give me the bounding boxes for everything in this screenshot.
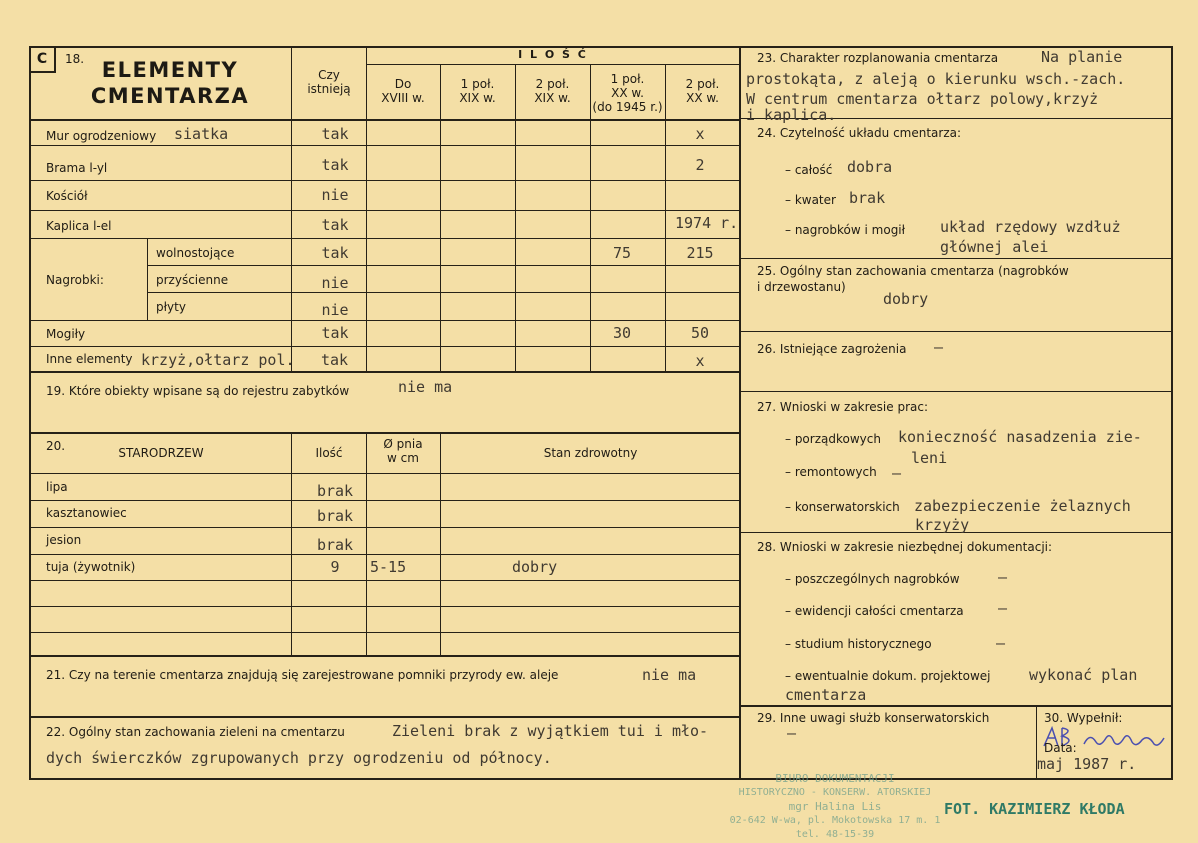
s28-i4-label: – ewentualnie dokum. projektowej bbox=[785, 669, 991, 683]
stamp-line4: 02-642 W-wa, pl. Mokotowska 17 m. 1 bbox=[729, 815, 941, 826]
exists-wolno: tak bbox=[321, 244, 349, 262]
s27-porz-label: – porządkowych bbox=[785, 432, 881, 446]
row-label-wolno: wolnostojące bbox=[156, 246, 235, 260]
p4-wolno: 75 bbox=[612, 244, 632, 262]
tree-qty: brak bbox=[316, 536, 354, 554]
s29-label: 29. Inne uwagi służb konserwatorskich bbox=[757, 711, 990, 725]
p5-inne: x bbox=[695, 352, 705, 370]
s23-label: 23. Charakter rozplanowania cmentarza bbox=[757, 51, 999, 65]
s30-date-label: Data: bbox=[1044, 741, 1077, 755]
period-header-3 bbox=[515, 77, 590, 105]
row-label-brama: Brama l-yl bbox=[46, 161, 108, 175]
p5-wolno: 215 bbox=[686, 244, 714, 262]
row-label-mogily: Mogiły bbox=[46, 327, 86, 341]
tree-diam: 5-15 bbox=[370, 558, 407, 576]
s26-label: 26. Istniejące zagrożenia bbox=[757, 342, 907, 356]
s19-label: 19. Które obiekty wpisane są do rejestru zabytków bbox=[46, 384, 350, 398]
period-2-l1: 1 poł. bbox=[460, 77, 495, 91]
section-letter: C bbox=[36, 51, 48, 67]
exists-kaplica: tak bbox=[321, 216, 349, 234]
tree-name: lipa bbox=[46, 480, 68, 494]
tree-qty: 9 bbox=[330, 558, 340, 576]
s28-i2-label: – ewidencji całości cmentarza bbox=[785, 604, 964, 618]
s27-rem-value: – bbox=[892, 464, 902, 482]
s20-number: 20. bbox=[46, 439, 66, 453]
period-2-l2: XIX w. bbox=[459, 91, 496, 105]
p5-mur: x bbox=[695, 125, 705, 143]
s18-number: 18. bbox=[65, 52, 85, 66]
period-5-l1: 2 poł. bbox=[685, 77, 720, 91]
s27-label: 27. Wnioski w zakresie prac: bbox=[757, 400, 929, 414]
tree-name: tuja (żywotnik) bbox=[46, 560, 136, 574]
s27-kons-v1: zabezpieczenie żelaznych bbox=[914, 497, 1131, 515]
s21-value: nie ma bbox=[642, 666, 697, 684]
exists-inne: tak bbox=[321, 351, 349, 369]
s24-nagrob-v1: układ rzędowy wzdłuż bbox=[940, 218, 1121, 236]
period-header-1 bbox=[366, 77, 440, 105]
tree-qty: brak bbox=[316, 482, 354, 500]
stamp-line3: mgr Halina Lis bbox=[788, 800, 882, 813]
s20-col-diam-l1: Ø pnia bbox=[383, 437, 423, 451]
col-exists-line2: istnieją bbox=[307, 82, 351, 96]
s28-i2-value: – bbox=[998, 599, 1008, 617]
s28-i4-v2: cmentarza bbox=[785, 686, 867, 704]
period-4-l1: 1 poł. bbox=[610, 72, 645, 86]
s24-calosc-label: – całość bbox=[785, 163, 833, 177]
tree-name: kasztanowiec bbox=[46, 506, 127, 520]
p5-mogily: 50 bbox=[690, 324, 710, 342]
period-4-l2: XX w. bbox=[611, 86, 644, 100]
s20-col-diam bbox=[366, 437, 440, 465]
s30-label: 30. Wypełnił: bbox=[1044, 711, 1123, 725]
s24-kwater-label: – kwater bbox=[785, 193, 836, 207]
s28-i1-label: – poszczególnych nagrobków bbox=[785, 572, 960, 586]
s27-kons-v2: krzyży bbox=[915, 516, 970, 534]
period-4-l3: (do 1945 r.) bbox=[592, 100, 663, 114]
s24-label: 24. Czytelność układu cmentarza: bbox=[757, 126, 962, 140]
s20-col-qty: Ilość bbox=[315, 446, 343, 460]
s27-rem-label: – remontowych bbox=[785, 465, 877, 479]
s27-porz-v2: leni bbox=[911, 449, 948, 467]
s22-value-l2: dych świerczków zgrupowanych przy ogrodzeniu od północy. bbox=[46, 749, 552, 767]
period-header-4 bbox=[590, 72, 665, 114]
row-label-plyty: płyty bbox=[156, 300, 186, 314]
stamp-line1: BIURO DOKUMENTACJI bbox=[775, 772, 895, 785]
row-label-mur: Mur ogrodzeniowy bbox=[46, 129, 157, 143]
s28-i4-v1: wykonać plan bbox=[1029, 666, 1138, 684]
s22-value-l1: Zieleni brak z wyjątkiem tui i mło- bbox=[392, 722, 709, 740]
section-letter-box bbox=[30, 47, 56, 73]
row-extra-inne: krzyż,ołtarz pol. bbox=[141, 351, 295, 369]
tree-qty: brak bbox=[316, 507, 354, 525]
stamp-line2: HISTORYCZNO - KONSERW. ATORSKIEJ bbox=[738, 787, 932, 798]
s30-date-value: maj 1987 r. bbox=[1037, 755, 1137, 773]
exists-kosciol: nie bbox=[321, 186, 349, 204]
col-exists-line1: Czy bbox=[318, 68, 340, 82]
period-1-l1: Do bbox=[394, 77, 412, 91]
s23-v3: W centrum cmentarza ołtarz polowy,krzyż bbox=[746, 90, 1099, 108]
photo-credit: FOT. KAZIMIERZ KŁODA bbox=[944, 800, 1125, 818]
exists-plyty: nie bbox=[321, 301, 349, 319]
row-extra-mur: siatka bbox=[174, 125, 229, 143]
period-3-l2: XIX w. bbox=[534, 91, 571, 105]
office-stamp bbox=[710, 772, 960, 842]
period-3-l1: 2 poł. bbox=[535, 77, 570, 91]
s20-col-health: Stan zdrowotny bbox=[543, 446, 638, 460]
exists-mogily: tak bbox=[321, 324, 349, 342]
exists-przys: nie bbox=[321, 274, 349, 292]
s20-col-diam-l2: w cm bbox=[387, 451, 419, 465]
s24-nagrob-label: – nagrobków i mogił bbox=[785, 223, 906, 237]
p4-mogily: 30 bbox=[612, 324, 632, 342]
s20-title: STARODRZEW bbox=[118, 446, 204, 460]
s22-label: 22. Ogólny stan zachowania zieleni na cmentarzu bbox=[46, 725, 345, 739]
row-label-kosciol: Kościół bbox=[46, 189, 88, 203]
exists-brama: tak bbox=[321, 156, 349, 174]
row-label-inne: Inne elementy bbox=[46, 352, 133, 366]
s25-value: dobry bbox=[883, 290, 929, 308]
period-header-2 bbox=[440, 77, 515, 105]
stamp-line5: tel. 48-15-39 bbox=[795, 829, 875, 840]
period-5-l2: XX w. bbox=[686, 91, 719, 105]
s26-value: – bbox=[934, 338, 944, 356]
exists-mur: tak bbox=[321, 125, 349, 143]
s27-kons-label: – konserwatorskich bbox=[785, 500, 900, 514]
p5-brama: 2 bbox=[695, 156, 705, 174]
s24-nagrob-v2: głównej alei bbox=[940, 238, 1049, 256]
tree-name: jesion bbox=[46, 533, 82, 547]
s23-v2: prostokąta, z aleją o kierunku wsch.-zach. bbox=[746, 70, 1126, 88]
period-1-l2: XVIII w. bbox=[381, 91, 425, 105]
qty-header: I L O Ś Ć bbox=[518, 48, 588, 61]
row-label-kaplica: Kaplica l-el bbox=[46, 219, 112, 233]
row-label-nagrobki: Nagrobki: bbox=[46, 273, 104, 287]
s23-v4: i kaplica. bbox=[746, 106, 837, 124]
s18-title-line1: ELEMENTY bbox=[101, 58, 239, 82]
s29-value: — bbox=[787, 724, 797, 742]
s28-label: 28. Wnioski w zakresie niezbędnej dokumentacji: bbox=[757, 540, 1053, 554]
s25-label-l2: i drzewostanu) bbox=[757, 280, 846, 294]
s24-calosc-value: dobra bbox=[847, 158, 893, 176]
s18-title bbox=[60, 57, 280, 109]
s27-porz-v1: konieczność nasadzenia zie- bbox=[898, 428, 1142, 446]
s28-i1-value: – bbox=[998, 568, 1008, 586]
period-header-5 bbox=[665, 77, 740, 105]
s25-label-l1: 25. Ogólny stan zachowania cmentarza (nagrobków bbox=[757, 264, 1069, 278]
s23-v1: Na planie bbox=[1041, 48, 1123, 66]
s18-title-line2: CMENTARZA bbox=[90, 84, 250, 108]
tree-health: dobry bbox=[512, 558, 558, 576]
s28-i3-value: – bbox=[996, 634, 1006, 652]
col-exists-header bbox=[292, 68, 366, 96]
row-label-przys: przyścienne bbox=[156, 273, 229, 287]
s21-label: 21. Czy na terenie cmentarza znajdują się zarejestrowane pomniki przyrody ew. aleje bbox=[46, 668, 559, 682]
s19-value: nie ma bbox=[398, 378, 453, 396]
s28-i3-label: – studium historycznego bbox=[785, 637, 932, 651]
p5-kaplica: 1974 r. bbox=[675, 214, 739, 232]
s24-kwater-value: brak bbox=[849, 189, 886, 207]
